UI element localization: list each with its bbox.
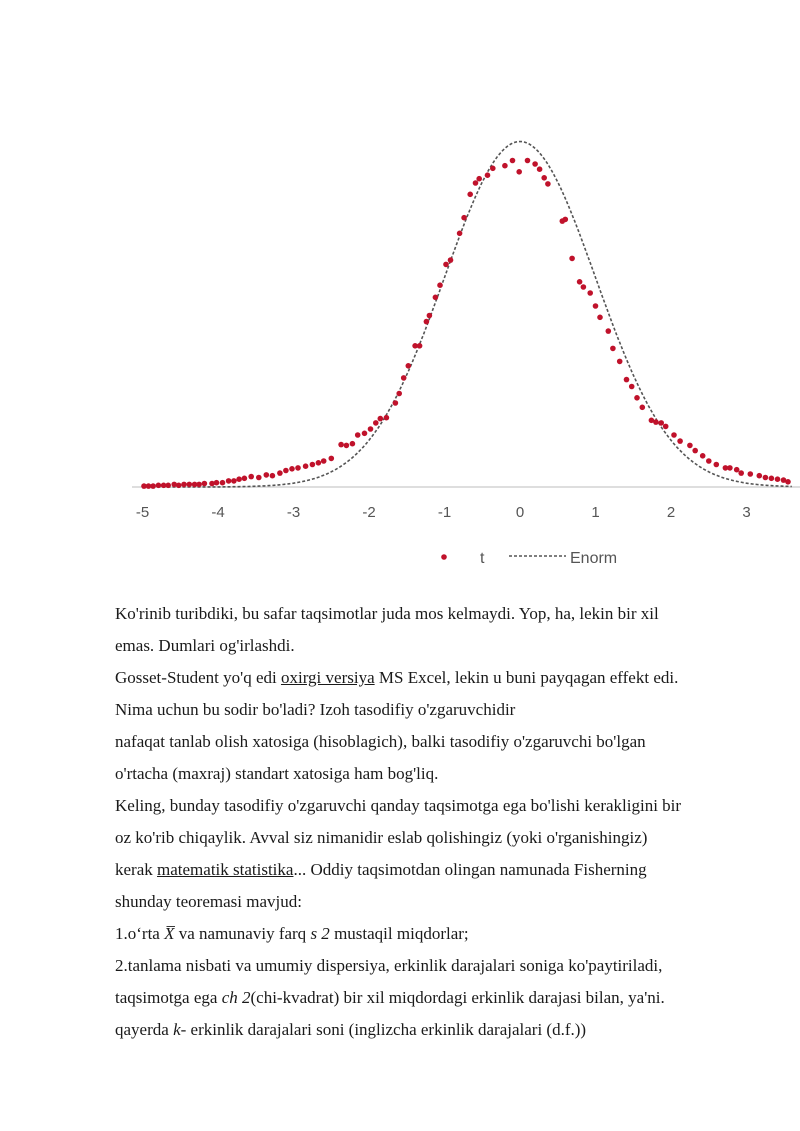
t-point [437, 282, 443, 288]
paragraph-1-line-2: emas. Dumlari og'irlashdi. [115, 636, 295, 655]
text-segment: va namunaviy farq [174, 924, 311, 943]
legend-t-label: t [480, 550, 485, 567]
t-point [457, 231, 463, 237]
t-point [448, 257, 454, 263]
t-point [485, 172, 491, 178]
t-point [510, 158, 516, 164]
t-point [473, 180, 479, 186]
t-point [476, 176, 482, 182]
t-point [156, 483, 162, 489]
t-point [242, 476, 248, 482]
t-point [516, 169, 522, 175]
x-tick-label: 3 [742, 504, 751, 521]
t-point [277, 470, 283, 476]
x-tick-label: 0 [515, 504, 525, 521]
paragraph-3-line-2: oz ko'rib chiqaylik. Avval siz nimanidir eslab qolishingiz (yoki o'rganishingiz) [115, 828, 648, 847]
t-point [537, 166, 543, 172]
distribution-chart [0, 120, 800, 580]
t-point [393, 400, 399, 406]
text-segment: 1.o‘rta [115, 924, 165, 943]
t-point [577, 279, 583, 285]
t-point [443, 262, 449, 268]
t-point [344, 443, 350, 449]
t-point [368, 426, 374, 432]
t-point [700, 453, 706, 459]
t-point [738, 470, 744, 476]
legend-t-marker [441, 554, 447, 560]
t-point [541, 175, 547, 181]
t-point [587, 290, 593, 296]
k-symbol: k- [173, 1020, 187, 1039]
text-segment: taqsimotga ega [115, 988, 222, 1007]
text-segment: (chi-kvadrat) bir xil miqdordagi erkinlik darajasi bilan, ya'ni. [250, 988, 665, 1007]
x-tick-label: 2 [666, 504, 676, 521]
text-segment: qayerda [115, 1020, 174, 1039]
t-point [181, 482, 187, 488]
t-point [545, 181, 551, 187]
t-point [401, 375, 407, 381]
x-bar-symbol: X̅ [164, 924, 175, 943]
t-point [490, 166, 496, 172]
t-point [226, 478, 232, 484]
t-point [581, 284, 587, 290]
t-point [329, 456, 335, 462]
oxirgi-versiya-link[interactable]: oxirgi versiya [280, 668, 375, 687]
t-point [706, 458, 712, 464]
t-point [629, 384, 635, 390]
t-point [593, 303, 599, 309]
paragraph-2-line-3: nafaqat tanlab olish xatosiga (hisoblagich), balki tasodifiy o'zgaruvchi bo'lgan [115, 732, 646, 751]
t-point [202, 481, 208, 487]
legend-enorm-label: Enorm [570, 550, 618, 567]
t-point [467, 192, 473, 198]
t-point [671, 432, 677, 438]
list-item-2-line-1: 2.tanlama nisbati va umumiy dispersiya, erkinlik darajalari soniga ko'paytiriladi, [115, 956, 663, 975]
paragraph-1-line-1: Ko'rinib turibdiki, bu safar taqsimotlar juda mos kelmaydi. Yop, ha, lekin bir xil [115, 604, 659, 623]
t-point [624, 377, 630, 383]
t-point [187, 482, 193, 488]
t-point [406, 363, 412, 369]
t-point [653, 419, 659, 425]
t-point [236, 476, 242, 482]
t-point [775, 476, 781, 482]
paragraph-3-line-4: shunday teoremasi mavjud: [115, 892, 302, 911]
list-item-1 [115, 918, 765, 950]
t-point [757, 473, 763, 479]
t-point [321, 458, 327, 464]
paragraph-2-line-4: o'rtacha (maxraj) standart xatosiga ham bog'liq. [115, 764, 439, 783]
t-point [461, 215, 467, 221]
t-point [569, 256, 575, 262]
x-tick-label: -3 [286, 504, 301, 521]
t-point [289, 466, 295, 472]
t-point [316, 460, 322, 466]
t-point [663, 424, 669, 430]
text-segment: mustaqil miqdorlar; [329, 924, 469, 943]
t-point [769, 476, 775, 482]
x-tick-label: 1 [591, 504, 600, 521]
x-tick-labels [136, 504, 751, 521]
t-point [270, 473, 276, 479]
paragraph-2-line-1 [115, 662, 765, 694]
t-point [338, 442, 344, 448]
t-point [532, 161, 538, 167]
x-tick-label: -2 [362, 504, 376, 521]
t-point [634, 395, 640, 401]
text-segment: kerak [115, 860, 158, 879]
t-point [658, 420, 664, 426]
t-point [350, 441, 356, 447]
t-point [283, 468, 289, 474]
text-segment: Gosset-Student yo'q edi [115, 668, 281, 687]
t-point [362, 431, 368, 437]
t-point [196, 482, 202, 488]
t-point [378, 416, 384, 422]
t-point [256, 475, 262, 481]
t-point [214, 480, 220, 486]
t-point [384, 415, 390, 421]
t-point [355, 432, 361, 438]
text-segment: ... Oddiy taqsimotdan olingan namunada Fisherning [293, 860, 647, 879]
chart-legend [441, 550, 617, 567]
t-point [785, 479, 791, 485]
t-point [176, 483, 182, 489]
list-item-2-line-3 [115, 1014, 765, 1046]
t-point [396, 391, 402, 397]
x-tick-label: -1 [437, 504, 452, 521]
t-point [310, 462, 316, 468]
t-point [617, 359, 623, 365]
chi2-symbol: ch 2 [221, 988, 251, 1007]
matematik-statistika-link[interactable]: matematik statistika [157, 860, 294, 879]
t-point [606, 328, 612, 334]
enorm-dashed-curve [143, 142, 792, 488]
x-tick-label: -5 [135, 504, 150, 521]
t-point [433, 295, 439, 301]
t-point [563, 217, 569, 223]
t-point [373, 420, 379, 426]
t-point [165, 483, 171, 489]
paragraph-3-line-3 [115, 854, 765, 886]
t-point [687, 443, 693, 449]
t-point [597, 315, 603, 321]
t-point [714, 462, 720, 468]
t-point [763, 475, 769, 481]
t-point [502, 163, 508, 169]
t-point [150, 483, 156, 489]
t-point [220, 480, 226, 486]
paragraph-3-line-1: Keling, bunday tasodifiy o'zgaruvchi qanday taqsimotga ega bo'lishi kerakligini bir [115, 796, 682, 815]
t-point [748, 471, 754, 477]
t-point [231, 478, 237, 484]
t-point [727, 465, 733, 471]
t-point [692, 448, 698, 454]
body-text [115, 598, 765, 1046]
s2-symbol: s 2 [310, 924, 330, 943]
t-point [424, 319, 430, 325]
t-point [640, 405, 646, 411]
text-segment: erkinlik darajalari soni (inglizcha erkinlik darajalari (d.f.)) [186, 1020, 587, 1039]
t-series-points [141, 158, 791, 489]
t-point [295, 465, 301, 471]
t-point [427, 313, 433, 319]
t-point [417, 343, 423, 349]
t-point [610, 346, 616, 352]
t-point [677, 438, 683, 444]
list-item-2-line-2 [115, 982, 765, 1014]
paragraph-2-line-2: Nima uchun bu sodir bo'ladi? Izoh tasodifiy o'zgaruvchidir [115, 700, 516, 719]
text-segment: MS Excel, lekin u buni payqagan effekt edi. [374, 668, 679, 687]
t-point [303, 463, 309, 469]
t-point [248, 474, 254, 480]
t-point [525, 158, 531, 164]
t-point [734, 467, 740, 473]
t-point [264, 472, 270, 478]
x-tick-label: -4 [211, 504, 225, 521]
